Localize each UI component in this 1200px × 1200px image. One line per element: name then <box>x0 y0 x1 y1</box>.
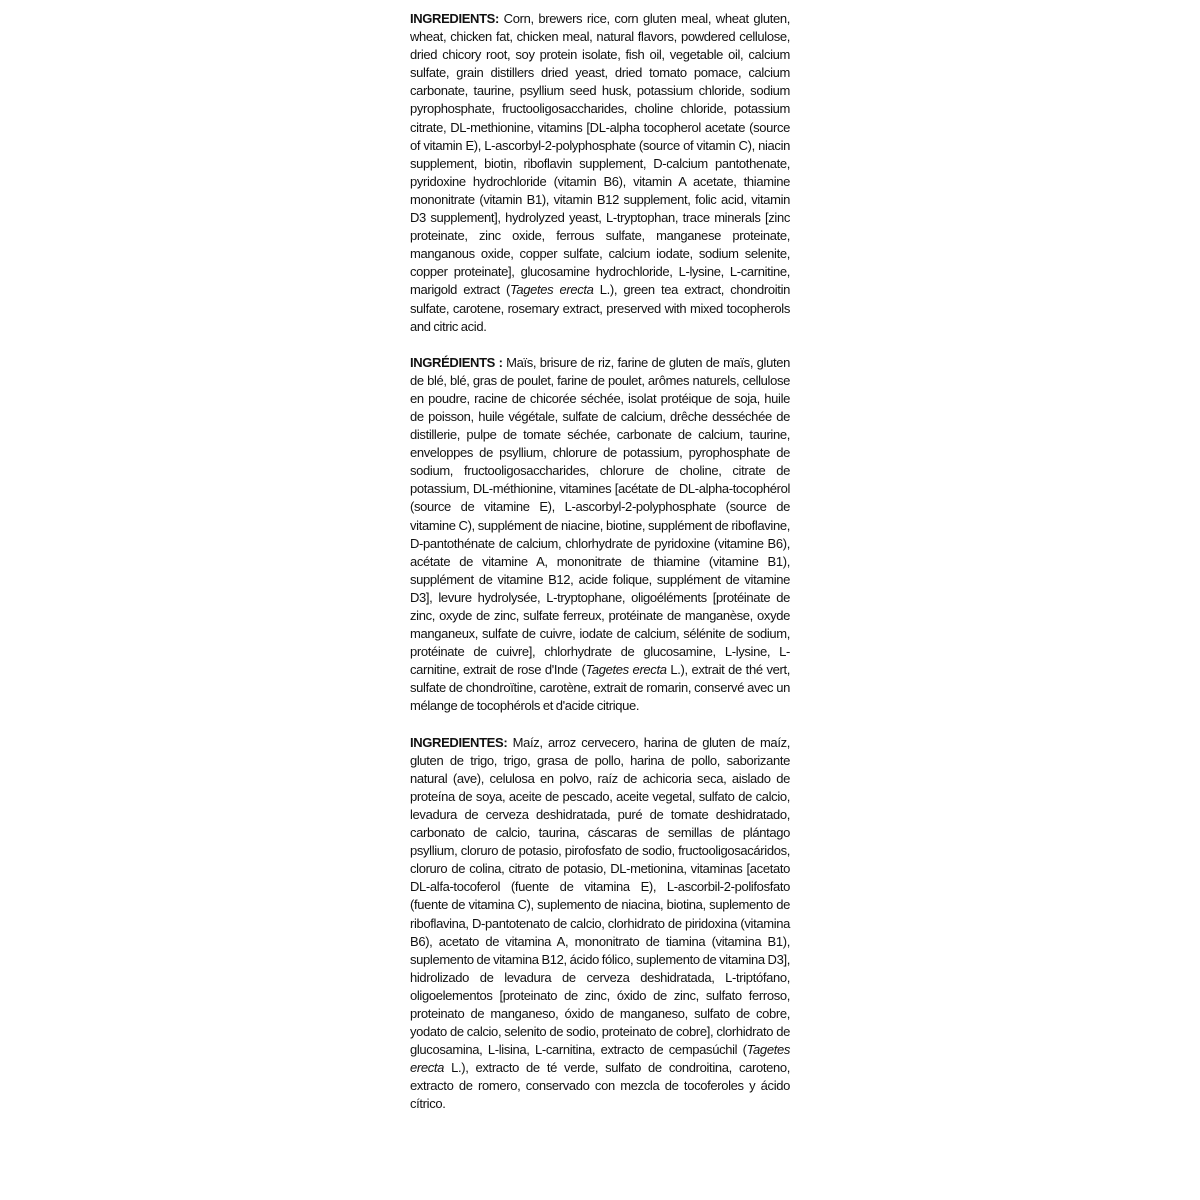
ingredients-text-english: Corn, brewers rice, corn gluten meal, wheat gluten, wheat, chicken fat, chicken meal, natural flavors, powdered cellulose, dried chicory root, soy protein isolate, fish oil, vegetable oil, calcium sulfate, grain distillers dried yeast, dried tomato pomace, calcium carbonate, taurine, psyllium seed husk, potassium chloride, sodium pyrophosphate, fructooligosaccharides, choline chloride, potassium citrate, DL-methionine, vitamins [DL-alpha tocopherol acetate (source of vitamin E), L-ascorbyl-2-polyphosphate (source of vitamin C), niacin supplement, biotin, riboflavin supplement, D-calcium pantothenate, pyridoxine hydrochloride (vitamin B6), vitamin A acetate, thiamine mononitrate (vitamin B1), vitamin B12 supplement, folic acid, vitamin D3 supplement], hydrolyzed yeast, L-tryptophan, trace minerals [zinc proteinate, zinc oxide, ferrous sulfate, manganese proteinate, manganous oxide, copper sulfate, calcium iodate, sodium selenite, copper proteinate], glucosamine hydrochloride, L-lysine, L-carnitine, marigold extract ( <box>410 11 790 298</box>
ingredients-heading-english: INGREDIENTS: <box>410 11 499 26</box>
ingredients-text-french-end: L.), extrait de thé vert, sulfate de chondroïtine, carotène, extrait de romarin, conservé avec un mélange de tocophérols et d'acide citrique. <box>410 662 790 714</box>
latin-name-french: Tagetes erecta <box>585 662 667 678</box>
ingredients-heading-french: INGRÉDIENTS : <box>410 354 503 370</box>
latin-name-spanish: Tagetes erecta <box>410 1042 790 1076</box>
ingredients-french <box>410 354 790 716</box>
latin-name-english: Tagetes erecta <box>509 282 594 298</box>
ingredients-text-spanish-end: L.), extracto de té verde, sulfato de condroitina, caroteno, extracto de romero, conservado con mezcla de tocoferoles y ácido cítrico. <box>410 1060 790 1112</box>
ingredients-text-spanish: Maíz, arroz cervecero, harina de gluten de maíz, gluten de trigo, trigo, grasa de pollo, harina de pollo, saborizante natural (ave), celulosa en polvo, raíz de achicoria seca, aislado de proteína de soya, aceite de pescado, aceite vegetal, sulfato de calcio, levadura de cerveza deshidratada, puré de tomate deshidratado, carbonato de calcio, taurina, cáscaras de semillas de plántago psyllium, cloruro de potasio, pirofosfato de sodio, fructooligosacáridos, cloruro de colina, citrato de potasio, DL-metionina, vitaminas [acetato DL-alfa-tocoferol (fuente de vitamina E), L-ascorbil-2-polifosfato (fuente de vitamina C), suplemento de niacina, biotina, suplemento de riboflavina, D-pantotenato de calcio, clorhidrato de piridoxina (vitamina B6), acetato de vitamina A, mononitrato de tiamina (vitamina B1), suplemento de vitamina B12, ácido fólico, suplemento de vitamina D3], hidrolizado de levadura de cerveza deshidratada, L-triptófano, oligoelementos [proteinato de zinc, óxido de zinc, sulfato ferroso, proteinato de manganeso, óxido de manganeso, sulfato de cobre, yodato de calcio, selenito de sodio, proteinato de cobre], clorhidrato de glucosamina, L-lisina, L-carnitina, extracto de cempasúchil ( <box>410 734 790 1058</box>
ingredients-label <box>410 10 790 1114</box>
ingredients-english <box>410 10 790 336</box>
ingredients-spanish <box>410 734 790 1114</box>
ingredients-heading-spanish: INGREDIENTES: <box>410 734 508 750</box>
ingredients-text-french: Maïs, brisure de riz, farine de gluten de maïs, gluten de blé, blé, gras de poulet, farine de poulet, arômes naturels, cellulose en poudre, racine de chicorée séchée, isolat protéique de soja, huile de poisson, huile végétale, sulfate de calcium, drêche desséchée de distillerie, pulpe de tomate séchée, carbonate de calcium, taurine, enveloppes de psyllium, chlorure de potassium, pyrophosphate de sodium, fructooligosaccharides, chlorure de choline, citrate de potassium, DL-méthionine, vitamines [acétate de DL-alpha-tocophérol (source de vitamine E), L-ascorbyl-2-polyphosphate (source de vitamine C), supplément de niacine, biotine, supplément de riboflavine, D-pantothénate de calcium, chlorhydrate de pyridoxine (vitamine B6), acétate de vitamine A, mononitrate de thiamine (vitamine B1), supplément de vitamine B12, acide folique, supplément de vitamine D3], levure hydrolysée, L-tryptophane, oligoéléments [protéinate de zinc, oxyde de zinc, sulfate ferreux, protéinate de manganèse, oxyde manganeux, sulfate de cuivre, iodate de calcium, sélénite de sodium, protéinate de cuivre], chlorhydrate de glucosamine, L-lysine, L-carnitine, extrait de rose d'Inde ( <box>410 354 790 678</box>
ingredients-text-english-end: L.), green tea extract, chondroitin sulfate, carotene, rosemary extract, preserved with mixed tocopherols and citric acid. <box>410 282 790 334</box>
